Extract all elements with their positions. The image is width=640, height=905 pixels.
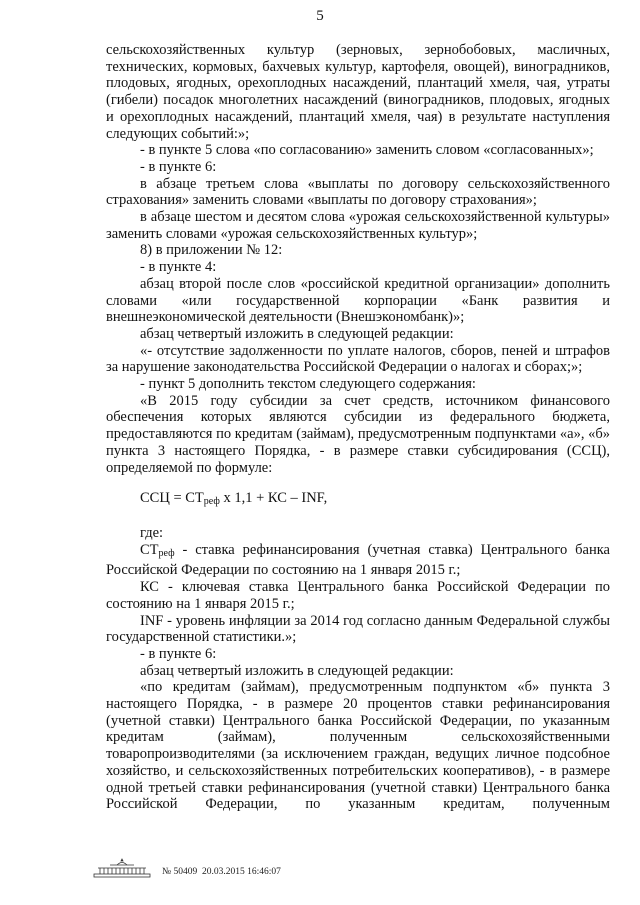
formula <box>106 490 610 511</box>
document-stamp <box>162 867 281 879</box>
paragraph-5: в абзаце шестом и десятом слова «урожая сельскохозяйственной культуры» заменить словами «урожая сельскохозяйственных культур»; <box>106 209 610 242</box>
definition-inf <box>106 613 610 646</box>
paragraph-3: - в пункте 6: <box>140 158 217 175</box>
definition-term-subscript: реф <box>158 547 175 559</box>
formula-equals: = <box>169 490 186 507</box>
paragraph-12: «В 2015 году субсидии за счет средств, источником финансового обеспечения которых являются субсидии из федерального бюджета, предоставляются по кредитам (займам), предусмотренным подпунктами «а», «б» пункта 3 настоящего Порядка, - в размере ставки субсидирования (ССЦ), определяемой по формуле: <box>106 392 610 476</box>
definition-term: СТ <box>140 541 159 558</box>
document-body <box>106 42 610 813</box>
formula-st: СТ <box>185 490 204 507</box>
paragraph-7: - в пункте 4: <box>140 259 217 276</box>
definition-text: - ставка рефинансирования (учетная ставка) Центрального банка Российской Федерации по состоянию на 1 января 2015 г.; <box>106 541 610 579</box>
definition-term: INF <box>140 612 164 629</box>
document-footer <box>92 855 281 879</box>
paragraph-4: в абзаце третьем слова «выплаты по договору сельскохозяйственного страхования» заменить словами «выплаты по договору страхования»; <box>106 175 610 209</box>
document-date: 20.03.2015 16:46:07 <box>201 867 281 877</box>
page-number: 5 <box>316 8 324 24</box>
paragraph-10: «- отсутствие задолженности по уплате налогов, сборов, пеней и штрафов за нарушение законодательства Российской Федерации о налогах и сборах;»; <box>106 342 610 376</box>
formula-lhs: ССЦ <box>140 490 170 507</box>
paragraph-8: абзац второй после слов «российской кредитной организации» дополнить словами «или государственной корпорации «Банк развития и внешнеэкономической деятельности (Внешэкономбанк)»; <box>106 275 610 326</box>
where-label: где: <box>140 524 164 541</box>
definition-text: - уровень инфляции за 2014 год согласно данным Федеральной службы государственной статистики.»; <box>106 612 610 646</box>
document-number: 50409 <box>173 867 198 877</box>
definition-st-ref <box>106 542 610 579</box>
paragraph-11: - пункт 5 дополнить текстом следующего содержания: <box>140 376 476 393</box>
formula-rest: х 1,1 + КС – INF, <box>219 490 328 507</box>
formula-st-subscript: реф <box>203 496 220 508</box>
number-sign: № <box>162 867 172 877</box>
paragraph-6: 8) в приложении № 12: <box>140 242 283 259</box>
government-building-icon <box>92 857 152 879</box>
paragraph-14: абзац четвертый изложить в следующей редакции: <box>140 662 454 679</box>
definition-text: - ключевая ставка Центрального банка Российской Федерации по состоянию на 1 января 2015 г.; <box>106 579 610 612</box>
paragraph-15: «по кредитам (займам), предусмотренным подпунктом «б» пункта 3 настоящего Порядка, - в размере 20 процентов ставки рефинансирования (учетной ставки) Центрального банка Российской Федерации, по указанным кредитам (займам), полученным сельскохозяйственными товаропроизводителями (за исключением граждан, ведущих личное подсобное хозяйство, и сельскохозяйственных потребительских кооперативов), - в размере одной третьей ставки рефинансирования (учетной ставки) Центрального банка Российской Федерации, по указанным кредитам, полученным <box>106 679 610 813</box>
paragraph-13: - в пункте 6: <box>140 645 217 662</box>
paragraph-9: абзац четвертый изложить в следующей редакции: <box>140 325 454 342</box>
paragraph-2: - в пункте 5 слова «по согласованию» заменить словом «согласованных»; <box>140 142 594 159</box>
definition-ks <box>106 579 610 612</box>
paragraph-1: сельскохозяйственных культур (зерновых, зернобобовых, масличных, технических, кормовых, бахчевых культур, картофеля, овощей), виноградников, плодовых, ягодных, орехоплодных насаждений, плантаций хмеля, чая, утраты (гибели) посадок многолетних насаждений (виноградников, плодовых, ягодных и орехоплодных насаждений, плантаций хмеля, чая) в результате наступления следующих событий:»; <box>106 42 610 142</box>
definition-term: КС <box>140 579 159 596</box>
